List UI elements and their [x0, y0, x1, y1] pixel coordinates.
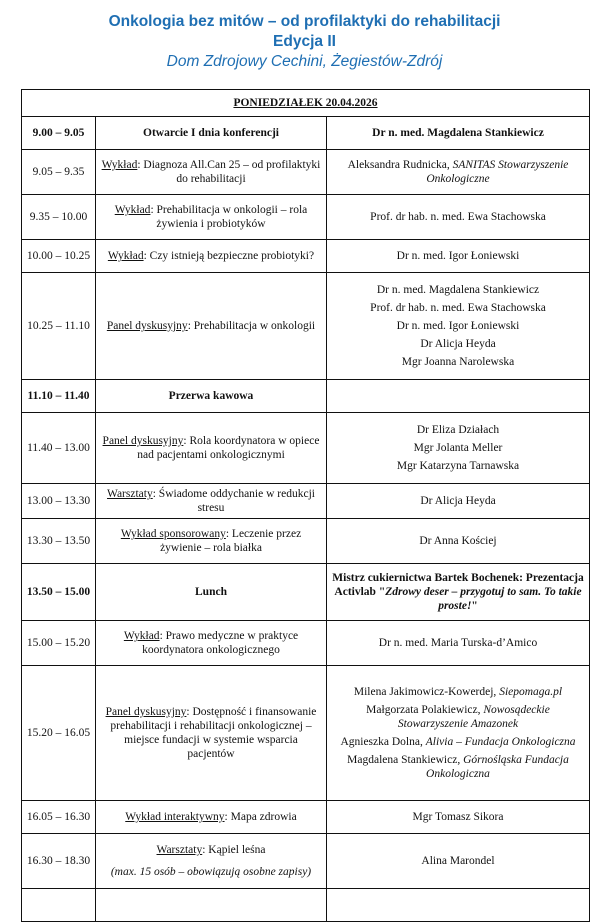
session-speakers [327, 801, 590, 834]
session-time: 15.20 – 16.05 [22, 666, 96, 801]
session-speakers [327, 666, 590, 801]
session-title: Otwarcie I dnia konferencji [143, 127, 279, 139]
day-heading: PONIEDZIAŁEK 20.04.2026 [22, 90, 590, 117]
session-type: Wykład [123, 630, 160, 642]
speaker-name: Prof. dr hab. n. med. Ewa Stachowska [370, 302, 546, 314]
speaker [379, 637, 537, 649]
session-topic [96, 117, 327, 150]
speaker-name: Alina Marondel [421, 855, 495, 867]
session-title: Kąpiel leśna [208, 844, 266, 856]
conference-venue: Dom Zdrojowy Cechini, Żegiestów-Zdrój [166, 53, 443, 70]
session-title: Mapa zdrowia [230, 811, 297, 823]
speaker [331, 355, 585, 369]
speaker [421, 855, 494, 867]
program-row [22, 834, 590, 889]
session-time: 9.05 – 9.35 [22, 150, 96, 195]
conference-edition: Edycja II [273, 33, 336, 50]
speaker-name: Dr Anna Kościej [419, 535, 497, 547]
session-title: Diagnoza All.Can 25 – od profilaktyki do rehabilitacji [143, 159, 321, 185]
program-row [22, 666, 590, 801]
session-time: 10.25 – 11.10 [22, 273, 96, 380]
speaker [331, 337, 585, 351]
speaker-name: Dr Alicja Heyda [420, 495, 496, 507]
session-title: Rola koordynatora w opiece nad pacjentami onkologicznymi [137, 435, 320, 461]
session-type: Wykład [101, 159, 138, 171]
session-speakers [327, 380, 590, 413]
speaker-organization: SANITAS Stowarzyszenie Onkologiczne [426, 159, 569, 185]
session-topic [96, 889, 327, 922]
session-title: Czy istnieją bezpieczne probiotyki? [149, 250, 315, 262]
session-type: Wykład [114, 204, 151, 216]
speaker [420, 495, 495, 507]
speaker-organization: Siepomaga.pl [499, 686, 563, 698]
program-row [22, 195, 590, 240]
speaker-suffix: " [471, 600, 478, 612]
session-time: 15.00 – 15.20 [22, 621, 96, 666]
program-row [22, 484, 590, 519]
session-time: 13.50 – 15.00 [22, 564, 96, 621]
program-row [22, 273, 590, 380]
session-topic: Warsztaty: Świadome oddychanie w redukcji stresu [96, 484, 327, 519]
program-row [22, 519, 590, 564]
session-type: Panel dyskusyjny [106, 320, 188, 332]
day-heading-row [22, 90, 590, 117]
speaker [370, 211, 546, 223]
speaker-name: Milena Jakimowicz-Kowerdej, [353, 686, 500, 698]
conference-title: Onkologia bez mitów – od profilaktyki do rehabilitacji [108, 13, 501, 30]
session-title: Prehabilitacja w onkologii [193, 320, 316, 332]
speaker-name: Mistrz cukiernictwa Bartek Bochenek: Prezentacja Activlab " [332, 572, 584, 598]
speaker [413, 811, 504, 823]
session-speakers [327, 195, 590, 240]
speaker [348, 159, 569, 185]
speaker-name: Dr n. med. Igor Łoniewski [396, 320, 520, 332]
program-row [22, 117, 590, 150]
session-time: 16.05 – 16.30 [22, 801, 96, 834]
session-speakers [327, 117, 590, 150]
session-speakers [327, 564, 590, 621]
speaker-name: Małgorzata Polakiewicz, [366, 704, 484, 716]
session-title: Prawo medyczne w praktyce koordynatora onkologicznego [142, 630, 299, 656]
session-type: Warsztaty [156, 844, 203, 856]
session-topic: Warsztaty: Kąpiel leśna (max. 15 osób – obowiązują osobne zapisy) [96, 834, 327, 889]
speaker-name: Dr n. med. Magdalena Stankiewicz [372, 127, 544, 139]
session-topic: Wykład: Prehabilitacja w onkologii – rola żywienia i probiotyków [96, 195, 327, 240]
speaker-name: Dr n. med. Igor Łoniewski [396, 250, 520, 262]
speaker-name: Agnieszka Dolna, [340, 736, 426, 748]
speaker-name: Dr n. med. Maria Turska-d’Amico [378, 637, 538, 649]
session-topic: Wykład: Prawo medyczne w praktyce koordynatora onkologicznego [96, 621, 327, 666]
speaker-name: Dr Alicja Heyda [420, 338, 496, 350]
speaker-name: Mgr Jolanta Meller [413, 442, 503, 454]
session-title: Prehabilitacja w onkologii – rola żywienia i probiotyków [156, 204, 308, 230]
session-topic: Wykład: Diagnoza All.Can 25 – od profilaktyki do rehabilitacji [96, 150, 327, 195]
session-speakers [327, 621, 590, 666]
session-time: 16.30 – 18.30 [22, 834, 96, 889]
session-type: Panel dyskusyjny [102, 435, 184, 447]
session-speakers [327, 519, 590, 564]
speaker [397, 250, 520, 262]
session-speakers [327, 834, 590, 889]
session-topic: Wykład interaktywny: Mapa zdrowia [96, 801, 327, 834]
speaker-name: Mgr Tomasz Sikora [412, 811, 504, 823]
session-time [22, 889, 96, 922]
session-topic: Wykład: Czy istnieją bezpieczne probiotyki? [96, 240, 327, 273]
session-title: Lunch [195, 586, 227, 598]
speaker [331, 459, 585, 473]
speaker-name: Mgr Katarzyna Tarnawska [396, 460, 520, 472]
session-type: Wykład sponsorowany [120, 528, 226, 540]
session-type: Wykład [107, 250, 144, 262]
speaker-name: Dr Eliza Działach [416, 424, 500, 436]
program-row [22, 240, 590, 273]
session-speakers [327, 889, 590, 922]
speaker [331, 685, 585, 699]
session-topic: Panel dyskusyjny: Prehabilitacja w onkologii [96, 273, 327, 380]
speaker [372, 127, 544, 139]
speaker-name: Dr n. med. Magdalena Stankiewicz [376, 284, 540, 296]
session-time: 10.00 – 10.25 [22, 240, 96, 273]
speaker [331, 735, 585, 749]
session-speakers [327, 240, 590, 273]
program-row [22, 801, 590, 834]
speaker [331, 703, 585, 731]
session-topic [96, 380, 327, 413]
program-row [22, 413, 590, 484]
session-time: 11.40 – 13.00 [22, 413, 96, 484]
program-table [21, 89, 590, 922]
session-type: Wykład interaktywny [125, 811, 225, 823]
speaker [331, 319, 585, 333]
session-topic: Panel dyskusyjny: Dostępność i finansowanie prehabilitacji i rehabilitacji onkologicznej – miejsce fundacji w systemie wsparcia pacjentów [96, 666, 327, 801]
speaker-organization: Nowosądeckie Stowarzyszenie Amazonek [397, 704, 550, 730]
speaker [332, 572, 583, 612]
session-topic: Wykład sponsorowany: Leczenie przez żywienie – rola białka [96, 519, 327, 564]
session-topic [96, 564, 327, 621]
session-type: Warsztaty [107, 488, 153, 500]
empty-row [22, 889, 590, 922]
session-time: 13.30 – 13.50 [22, 519, 96, 564]
speaker-organization: Alivia – Fundacja Onkologiczna [425, 736, 576, 748]
speaker-name: Mgr Joanna Narolewska [401, 356, 515, 368]
session-type: Panel dyskusyjny [105, 706, 187, 718]
session-title: Przerwa kawowa [168, 390, 254, 402]
session-speakers [327, 150, 590, 195]
speaker [331, 753, 585, 781]
session-speakers [327, 413, 590, 484]
speaker [419, 535, 496, 547]
speaker [331, 301, 585, 315]
session-time: 11.10 – 11.40 [22, 380, 96, 413]
session-note: (max. 15 osób – obowiązują osobne zapisy) [110, 866, 312, 878]
program-row [22, 150, 590, 195]
session-speakers [327, 273, 590, 380]
session-title: Leczenie przez żywienie – rola białka [160, 528, 302, 554]
session-time: 9.00 – 9.05 [22, 117, 96, 150]
session-time: 9.35 – 10.00 [22, 195, 96, 240]
speaker-name: Aleksandra Rudnicka, [347, 159, 453, 171]
speaker [331, 423, 585, 437]
speaker-organization: Górnośląska Fundacja Onkologiczna [426, 754, 569, 780]
program-row [22, 621, 590, 666]
program-row [22, 564, 590, 621]
speaker-name: Magdalena Stankiewicz, [347, 754, 464, 766]
speaker-name: Prof. dr hab. n. med. Ewa Stachowska [370, 211, 546, 223]
session-title: Świadome oddychanie w redukcji stresu [158, 488, 315, 514]
session-title: Dostępność i finansowanie prehabilitacji i rehabilitacji onkologicznej – miejsce fundacji w systemie wsparcia pacjentów [110, 706, 317, 760]
speaker [331, 283, 585, 297]
speaker-organization: Zdrowy deser – przygotuj to sam. To takie proste! [385, 586, 582, 612]
program-row [22, 380, 590, 413]
speaker [331, 441, 585, 455]
session-speakers [327, 484, 590, 519]
session-time: 13.00 – 13.30 [22, 484, 96, 519]
session-topic: Panel dyskusyjny: Rola koordynatora w opiece nad pacjentami onkologicznymi [96, 413, 327, 484]
